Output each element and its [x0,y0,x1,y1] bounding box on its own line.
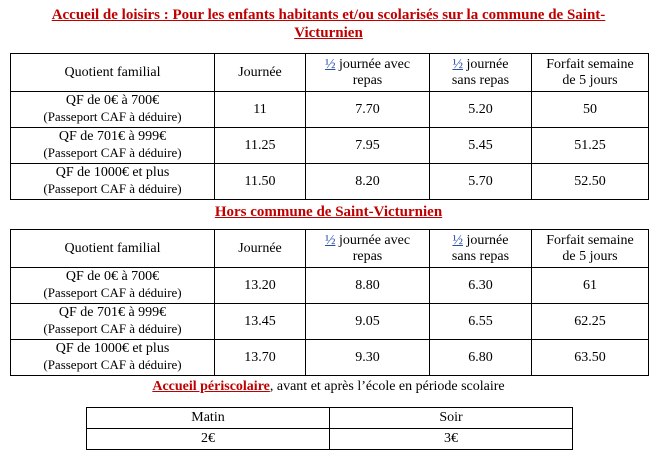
half-meal-cell: 9.05 [306,304,430,340]
table-row [11,128,649,164]
half-glyph: ½ [324,56,336,72]
periscolaire-label: Accueil périscolaire [152,379,270,394]
qf-label: QF de 1000€ et plus [55,341,170,356]
table-row [11,92,649,128]
half-meal-cell: 7.95 [306,128,430,164]
header-journee: Journée [215,230,306,268]
table-row [87,429,573,450]
header-half-day-no-meal [430,230,532,268]
header-half-nomeal-line1: journée [463,232,509,248]
header-forfait [532,54,649,92]
section1-title-line2: Victurnien [294,25,363,41]
half-glyph: ½ [452,232,463,248]
caf-note: (Passeport CAF à déduire) [43,357,182,372]
half-nomeal-cell: 5.70 [430,164,532,200]
non-resident-rates-table [10,229,649,376]
header-matin: Matin [87,408,330,429]
header-journee: Journée [215,54,306,92]
section2-title: Hors commune de Saint-Victurnien [214,204,443,220]
qf-label: QF de 0€ à 700€ [65,93,160,108]
header-half-nomeal-line1: journée [463,56,509,72]
header-half-meal-line1: journée avec [335,232,411,248]
header-quotient: Quotient familial [11,230,215,268]
qf-label: QF de 701€ à 999€ [58,129,167,144]
header-half-nomeal-line2: sans repas [451,248,510,264]
periscolaire-table [86,407,573,450]
forfait-cell: 50 [532,92,649,128]
matin-price-cell: 2€ [87,429,330,450]
section3-title [0,379,657,395]
forfait-cell: 51.25 [532,128,649,164]
header-forfait [532,230,649,268]
qf-cell [11,92,215,128]
qf-cell [11,164,215,200]
journee-cell: 13.70 [215,340,306,376]
journee-cell: 11 [215,92,306,128]
forfait-cell: 61 [532,268,649,304]
half-nomeal-cell: 6.55 [430,304,532,340]
qf-cell [11,340,215,376]
forfait-cell: 52.50 [532,164,649,200]
header-half-day-no-meal [430,54,532,92]
qf-cell [11,128,215,164]
table-row [11,268,649,304]
table-header-row [87,408,573,429]
half-nomeal-cell: 5.20 [430,92,532,128]
caf-note: (Passeport CAF à déduire) [43,109,182,124]
header-forfait-line1: Forfait semaine [546,232,634,248]
periscolaire-suffix: , avant et après l’école en période scolaire [269,379,505,394]
journee-cell: 11.50 [215,164,306,200]
table-row [11,304,649,340]
half-nomeal-cell: 6.30 [430,268,532,304]
header-half-day-meal [306,230,430,268]
header-quotient: Quotient familial [11,54,215,92]
half-glyph: ½ [452,56,463,72]
section1-title-line1: Accueil de loisirs : Pour les enfants habitants et/ou scolarisés sur la commune de Saint- [51,7,606,23]
half-meal-cell: 9.30 [306,340,430,376]
section1-title [0,6,657,42]
table-header-row [11,54,649,92]
header-forfait-line2: de 5 jours [562,248,618,264]
resident-rates-table [10,53,649,200]
header-half-day-meal [306,54,430,92]
header-half-meal-line2: repas [352,72,383,88]
journee-cell: 13.20 [215,268,306,304]
forfait-cell: 62.25 [532,304,649,340]
qf-cell [11,268,215,304]
table-row [11,340,649,376]
half-nomeal-cell: 6.80 [430,340,532,376]
table-header-row [11,230,649,268]
table-row [11,164,649,200]
caf-note: (Passeport CAF à déduire) [43,285,182,300]
header-half-meal-line2: repas [352,248,383,264]
forfait-cell: 63.50 [532,340,649,376]
header-soir: Soir [330,408,573,429]
header-half-nomeal-line2: sans repas [451,72,510,88]
qf-cell [11,304,215,340]
header-half-meal-line1: journée avec [335,56,411,72]
caf-note: (Passeport CAF à déduire) [43,145,182,160]
half-nomeal-cell: 5.45 [430,128,532,164]
soir-price-cell: 3€ [330,429,573,450]
journee-cell: 13.45 [215,304,306,340]
qf-label: QF de 701€ à 999€ [58,305,167,320]
half-meal-cell: 7.70 [306,92,430,128]
qf-label: QF de 1000€ et plus [55,165,170,180]
header-forfait-line2: de 5 jours [562,72,618,88]
caf-note: (Passeport CAF à déduire) [43,181,182,196]
half-meal-cell: 8.80 [306,268,430,304]
half-glyph: ½ [324,232,336,248]
header-forfait-line1: Forfait semaine [546,56,634,72]
qf-label: QF de 0€ à 700€ [65,269,160,284]
journee-cell: 11.25 [215,128,306,164]
half-meal-cell: 8.20 [306,164,430,200]
caf-note: (Passeport CAF à déduire) [43,321,182,336]
